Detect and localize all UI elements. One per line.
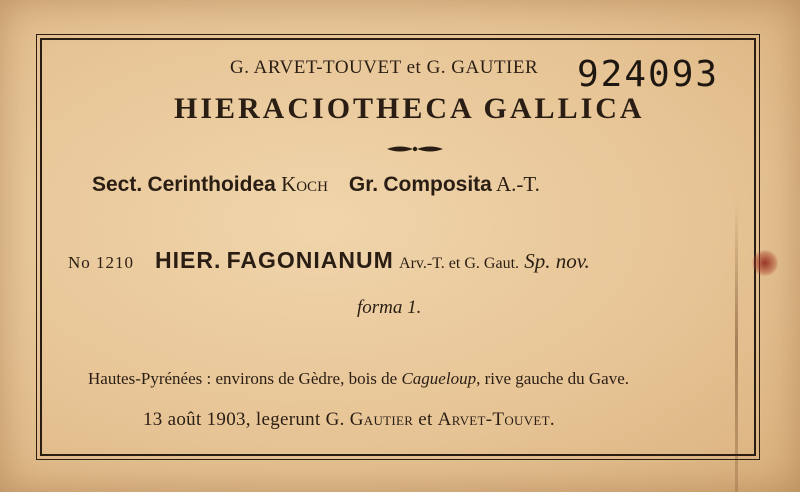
locality-line [88, 369, 629, 389]
group-name: Composita [383, 173, 492, 196]
forma-line: forma 1. [357, 297, 422, 318]
locality-place: Cagueloup [401, 369, 477, 388]
section-line [92, 172, 540, 197]
authors-line: G. ARVET-TOUVET et G. GAUTIER [230, 57, 539, 78]
collection-date: 13 août 1903, legerunt G. [143, 409, 345, 430]
species-number: 1210 [96, 253, 135, 272]
species-status: Sp. nov. [524, 249, 590, 273]
collector-1: Gautier [349, 409, 414, 430]
group-author: A.-T. [495, 172, 540, 196]
ink-stain [752, 250, 778, 276]
ornament-divider [385, 142, 445, 156]
species-authority: Arv.-T. et G. Gaut. [399, 255, 520, 272]
section-name: Cerinthoidea [147, 173, 276, 196]
section-prefix: Sect. [92, 173, 143, 196]
locality-text-after: , rive gauche du Gave. [476, 369, 630, 388]
species-epithet: FAGONIANUM [226, 247, 394, 273]
collector-2: Arvet-Touvet. [437, 409, 555, 430]
collection-line [143, 409, 555, 431]
species-genus: HIER. [155, 247, 222, 273]
collector-joiner: et [418, 409, 433, 430]
catalog-number: 924093 [577, 54, 720, 95]
group-prefix: Gr. [348, 173, 379, 196]
section-author: Koch [281, 172, 328, 196]
locality-text-before: Hautes-Pyrénées : environs de Gèdre, bois de [88, 369, 402, 388]
species-number-prefix: No [68, 253, 91, 272]
species-line [68, 247, 590, 274]
collection-title: HIERACIOTHECA GALLICA [174, 92, 645, 125]
